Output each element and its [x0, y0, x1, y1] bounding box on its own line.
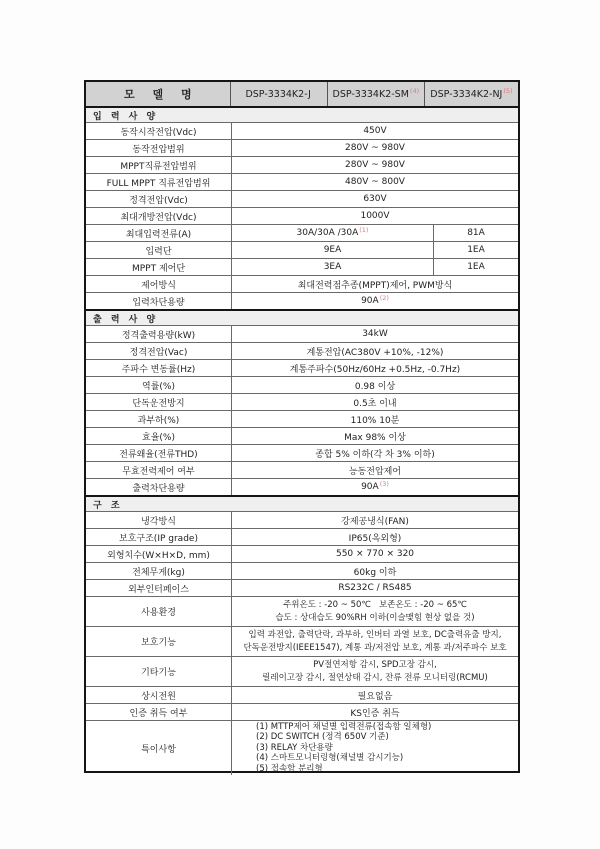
row-value — [232, 580, 518, 596]
value-text: 450V — [363, 126, 387, 136]
model-name: DSP-3334K2-J — [245, 88, 311, 100]
row-label: 역률(%) — [86, 377, 232, 393]
row-label: 최대개방전압(Vdc) — [86, 208, 232, 224]
header-model-nj — [425, 82, 518, 106]
header-model-sm — [328, 82, 425, 106]
value-text: 480V ~ 800V — [345, 177, 405, 187]
row-subvalue: 1EA — [433, 259, 518, 275]
note-ref: (1) — [359, 226, 369, 234]
row-value — [232, 191, 518, 207]
value-text: 0.5초 이내 — [353, 398, 397, 409]
row-label: 효율(%) — [86, 428, 232, 444]
model-name: DSP-3334K2-NJ — [430, 88, 503, 100]
row-label: 입력차단용량 — [86, 293, 232, 309]
spec-row — [86, 410, 518, 427]
value-text: 0.98 이상 — [354, 381, 396, 392]
value-text: 9EA — [323, 245, 342, 255]
value-line: 단독운전방지(IEEE1547), 계통 과/저전압 보호, 계통 과/저주파수 보호 — [243, 642, 507, 653]
row-label: 무효전력제어 여부 — [86, 462, 232, 478]
spec-row — [86, 325, 518, 342]
row-value — [232, 445, 518, 461]
spec-row — [86, 461, 518, 478]
row-value — [232, 529, 518, 545]
row-label: 제어방식 — [86, 276, 232, 292]
model-name: DSP-3334K2-SM — [332, 88, 409, 100]
note-ref: (3) — [379, 480, 389, 488]
value-text: 110% 10분 — [350, 415, 400, 426]
row-label: 입력단 — [86, 242, 232, 258]
row-value — [232, 411, 518, 427]
row-label: 외부인터페이스 — [86, 580, 232, 596]
row-value — [232, 276, 518, 292]
value-line: (1) MTTP제어 채널별 입력전류(접속함 일체형) — [256, 721, 432, 732]
value-text: 능동전압제어 — [348, 466, 402, 477]
header-model-j — [231, 82, 328, 106]
table-header-row — [86, 82, 518, 106]
value-line: (3) RELAY 차단용량 — [256, 742, 333, 753]
value-text: 90A — [361, 482, 379, 492]
row-value — [232, 140, 518, 156]
row-value — [232, 208, 518, 224]
section-header — [86, 495, 518, 511]
value-text: 34kW — [362, 329, 388, 339]
section-header — [86, 309, 518, 325]
row-value — [232, 687, 518, 703]
value-line: (4) 스마트모니터링형(채널별 감시기능) — [256, 753, 404, 764]
value-line: 릴레이고장 감시, 절연상태 감시, 잔류 전류 모니터링(RCMU) — [262, 672, 488, 683]
value-text: 종합 5% 이하(각 차 3% 이하) — [315, 449, 435, 460]
header-model-label: 모 델 명 — [86, 82, 231, 106]
spec-row — [86, 342, 518, 359]
section-title: 구 조 — [93, 500, 123, 511]
row-value — [232, 627, 518, 656]
value-text: 계통주파수(50Hz/60Hz +0.5Hz, -0.7Hz) — [289, 364, 461, 375]
spec-row — [86, 139, 518, 156]
value-line: 습도 : 상대습도 90%RH 이하(이슬맺힘 현상 없을 것) — [275, 612, 475, 623]
value-line: 주위온도 : -20 ~ 50℃ 보존온도 : -20 ~ 65℃ — [283, 600, 467, 610]
row-label: 정격전압(Vdc) — [86, 191, 232, 207]
section-title: 입 력 사 양 — [93, 111, 159, 122]
value-text: 계통전압(AC380V +10%, -12%) — [306, 347, 444, 358]
spec-row — [86, 656, 518, 686]
spec-row — [86, 427, 518, 444]
value-text: 280V ~ 980V — [345, 143, 405, 153]
row-value — [232, 157, 518, 173]
value-text: KS인증 취득 — [350, 708, 400, 719]
spec-row — [86, 703, 518, 720]
row-label: 냉각방식 — [86, 512, 232, 528]
spec-row — [86, 173, 518, 190]
row-value — [232, 462, 518, 478]
row-value — [232, 343, 518, 359]
row-value — [232, 512, 518, 528]
row-value — [232, 259, 433, 275]
spec-row — [86, 359, 518, 376]
spec-table — [84, 80, 520, 773]
row-label: MPPT직류전압범위 — [86, 157, 232, 173]
table-body — [86, 106, 518, 775]
row-label: 인증 취득 여부 — [86, 704, 232, 720]
spec-row — [86, 122, 518, 139]
row-label: 출력차단용량 — [86, 479, 232, 495]
row-value — [232, 360, 518, 376]
row-value — [232, 657, 518, 686]
row-label: 동작시작전압(Vdc) — [86, 123, 232, 139]
section-header — [86, 106, 518, 122]
row-label: 외형치수(W×H×D, mm) — [86, 546, 232, 562]
spec-row — [86, 579, 518, 596]
spec-row — [86, 562, 518, 579]
value-line: (5) 접속함 분리형 — [256, 763, 323, 774]
row-subvalue: 1EA — [433, 242, 518, 258]
spec-row — [86, 686, 518, 703]
row-label: FULL MPPT 직류전압범위 — [86, 174, 232, 190]
spec-row — [86, 596, 518, 626]
value-text: 강제공냉식(FAN) — [341, 516, 409, 527]
value-text: Max 98% 이상 — [344, 432, 406, 443]
spec-row — [86, 275, 518, 292]
spec-row — [86, 241, 518, 258]
row-value — [232, 704, 518, 720]
value-line: PV절연저항 감시, SPD고장 감시, — [313, 660, 437, 670]
row-subvalue: 81A — [433, 225, 518, 241]
value-text: 280V ~ 980V — [345, 160, 405, 170]
spec-row — [86, 626, 518, 656]
row-value — [232, 394, 518, 410]
row-label: 단독운전방지 — [86, 394, 232, 410]
row-value — [232, 563, 518, 579]
value-text: 최대전력점추종(MPPT)제어, PWM방식 — [297, 280, 453, 291]
value-text: 90A — [361, 296, 379, 306]
value-text: 1000V — [360, 211, 390, 221]
row-label: 정격전압(Vac) — [86, 343, 232, 359]
row-value — [232, 174, 518, 190]
value-text: 필요없음 — [357, 691, 393, 702]
spec-row — [86, 478, 518, 495]
row-label: 사용환경 — [86, 597, 232, 626]
row-label: 특이사항 — [86, 721, 232, 775]
row-value — [232, 225, 433, 241]
value-text: 550 × 770 × 320 — [335, 549, 415, 559]
row-label: 과부하(%) — [86, 411, 232, 427]
row-label: 상시전원 — [86, 687, 232, 703]
note-ref: (2) — [379, 294, 389, 302]
spec-row — [86, 376, 518, 393]
row-value — [232, 123, 518, 139]
value-text: 3EA — [323, 262, 342, 272]
spec-row — [86, 528, 518, 545]
spec-row — [86, 224, 518, 241]
row-value — [232, 721, 518, 775]
value-text: RS232C / RS485 — [338, 583, 412, 593]
row-value — [232, 377, 518, 393]
row-label: 기타기능 — [86, 657, 232, 686]
row-value — [232, 479, 518, 495]
row-value — [232, 293, 518, 309]
value-text: 60kg 이하 — [353, 567, 397, 578]
row-label: 전류왜율(전류THD) — [86, 445, 232, 461]
row-label: 보호구조(IP grade) — [86, 529, 232, 545]
row-value — [232, 546, 518, 562]
spec-row — [86, 720, 518, 775]
row-label: 전체무게(kg) — [86, 563, 232, 579]
value-text: IP65(옥외형) — [348, 533, 402, 544]
row-value — [232, 326, 518, 342]
spec-row — [86, 444, 518, 461]
note-ref: (4) — [409, 87, 420, 95]
spec-row — [86, 156, 518, 173]
section-title: 출 력 사 양 — [93, 314, 159, 325]
spec-row — [86, 545, 518, 562]
spec-row — [86, 393, 518, 410]
row-label: MPPT 제어단 — [86, 259, 232, 275]
row-value — [232, 428, 518, 444]
value-text: 630V — [363, 194, 387, 204]
value-text: 30A/30A /30A — [296, 228, 359, 238]
spec-row — [86, 511, 518, 528]
spec-row — [86, 207, 518, 224]
note-ref: (5) — [503, 87, 513, 95]
row-label: 보호기능 — [86, 627, 232, 656]
row-label: 동작전압범위 — [86, 140, 232, 156]
row-value — [232, 597, 518, 626]
spec-row — [86, 258, 518, 275]
row-value — [232, 242, 433, 258]
row-label: 정격출력용량(kW) — [86, 326, 232, 342]
row-label: 주파수 변동률(Hz) — [86, 360, 232, 376]
spec-row — [86, 292, 518, 309]
row-label: 최대입력전류(A) — [86, 225, 232, 241]
value-line: (2) DC SWITCH (정격 650V 기준) — [256, 732, 389, 743]
spec-row — [86, 190, 518, 207]
value-line: 입력 과전압, 출력단락, 과부하, 인버터 과열 보호, DC출력유출 방지, — [248, 630, 502, 640]
